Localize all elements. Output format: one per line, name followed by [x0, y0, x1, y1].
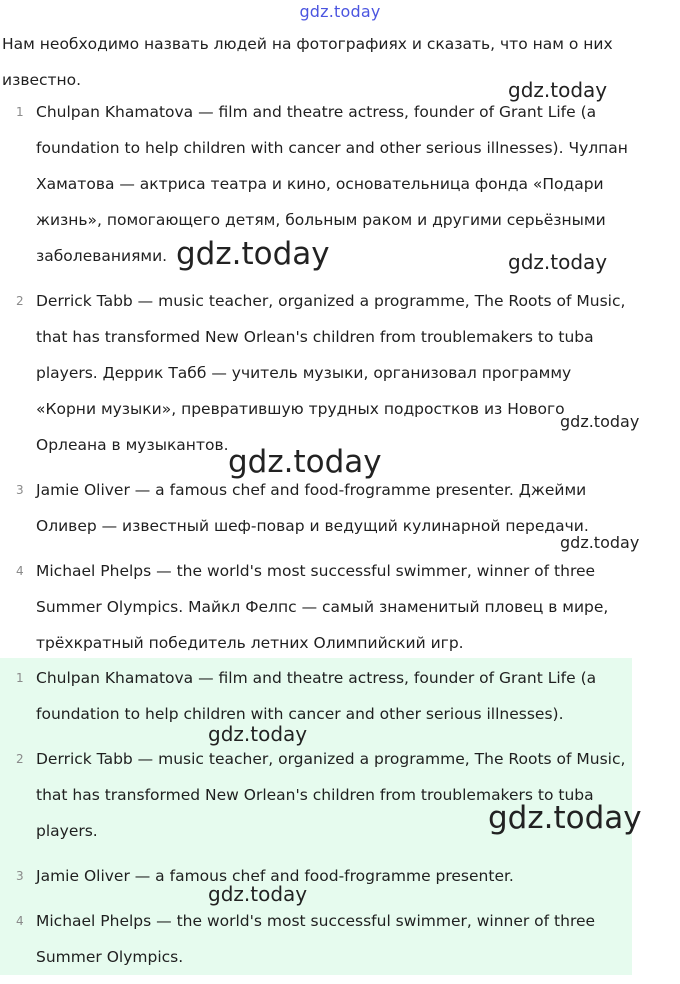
- answer-list-bilingual: [0, 94, 680, 670]
- list-item-text: Derrick Tabb — music teacher, organized a programme, The Roots of Music, that has transformed New Orlean's children from troublemakers to tuba players. Деррик Табб — учитель музыки, организовал программу «Корни музыки», превратившую трудных подростков из Нового Орлеана в музыкантов.: [36, 292, 626, 454]
- answer-list-english: [0, 660, 680, 984]
- list-item: [0, 283, 636, 463]
- watermark: gdz.today: [488, 800, 642, 836]
- list-item: [0, 741, 636, 849]
- list-item-text: Derrick Tabb — music teacher, organized a programme, The Roots of Music, that has transformed New Orlean's children from troublemakers to tuba players.: [36, 750, 626, 840]
- list-item: [0, 858, 636, 894]
- list-item-number: 2: [16, 294, 24, 308]
- watermark: gdz.today: [208, 722, 308, 746]
- watermark: gdz.today: [560, 533, 640, 552]
- watermark: gdz.today: [508, 250, 608, 274]
- list-item-text: Jamie Oliver — a famous chef and food-frogramme presenter.: [36, 867, 514, 885]
- intro-text: Нам необходимо назвать людей на фотографиях и сказать, что нам о них известно.: [2, 35, 613, 89]
- list-item-number: 4: [16, 914, 24, 928]
- list-item-text: Jamie Oliver — a famous chef and food-frogramme presenter. Джейми Оливер — известный шеф-повар и ведущий кулинарной передачи.: [36, 481, 589, 535]
- list-item-text: Chulpan Khamatova — film and theatre actress, founder of Grant Life (a foundation to help children with cancer and other serious illnesses).: [36, 669, 597, 723]
- list-item: [0, 94, 636, 274]
- list-item: [0, 660, 636, 732]
- list-item-number: 1: [16, 105, 24, 119]
- list-item-number: 3: [16, 483, 24, 497]
- watermark: gdz.today: [560, 412, 640, 431]
- list-item: [0, 553, 636, 661]
- list-item-text: Michael Phelps — the world's most successful swimmer, winner of three Summer Olympics. Майкл Фелпс — самый знаменитый пловец в мире, трёхкратный победитель летних Олимпийский игр.: [36, 562, 609, 652]
- list-item-number: 4: [16, 564, 24, 578]
- watermark: gdz.today: [176, 236, 330, 272]
- list-item: [0, 472, 636, 544]
- list-item: [0, 903, 636, 975]
- list-item-number: 2: [16, 752, 24, 766]
- watermark: gdz.today: [228, 444, 382, 480]
- watermark: gdz.today: [208, 882, 308, 906]
- watermark: gdz.today: [508, 78, 608, 102]
- list-item-text: Michael Phelps — the world's most successful swimmer, winner of three Summer Olympics.: [36, 912, 596, 966]
- list-item-number: 1: [16, 671, 24, 685]
- list-item-number: 3: [16, 869, 24, 883]
- header-watermark: gdz.today: [299, 2, 381, 21]
- list-item-text: Chulpan Khamatova — film and theatre actress, founder of Grant Life (a foundation to help children with cancer and other serious illnesses). Чулпан Хаматова — актриса театра и кино, основательница фонда «Подари жизнь», помогающего детям, больным раком и другими серьёзными заболеваниями.: [36, 103, 628, 265]
